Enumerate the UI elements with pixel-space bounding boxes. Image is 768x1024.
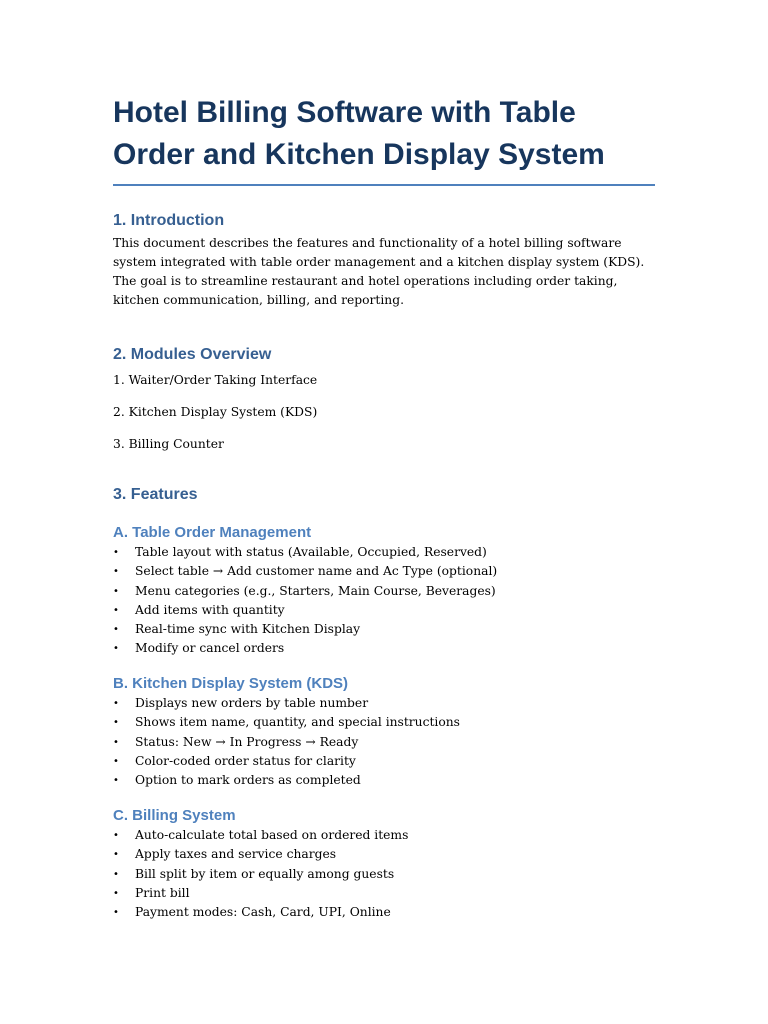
- list-item-text: Real-time sync with Kitchen Display: [135, 622, 361, 637]
- bullet-icon: •: [113, 643, 119, 655]
- list-item: [113, 620, 655, 639]
- list-item: [113, 694, 655, 713]
- kds-heading: B. Kitchen Display System (KDS): [113, 675, 349, 692]
- bullet-icon: •: [113, 604, 119, 616]
- document-title: Hotel Billing Software with Table Order and Kitchen Display System: [113, 92, 655, 186]
- bullet-icon: •: [113, 868, 119, 880]
- table-order-subsection: [113, 524, 655, 659]
- features-section: [113, 486, 655, 504]
- list-item: [113, 865, 655, 884]
- list-item-text: Option to mark orders as completed: [135, 773, 361, 788]
- features-heading: 3. Features: [113, 486, 198, 503]
- bullet-icon: •: [113, 830, 119, 841]
- document-page: [113, 92, 655, 920]
- list-item-text: Modify or cancel orders: [135, 641, 285, 656]
- list-item-text: Status: New → In Progress → Ready: [135, 734, 359, 749]
- bullet-icon: •: [113, 849, 119, 861]
- list-item-text: Apply taxes and service charges: [135, 847, 337, 862]
- bullet-icon: •: [113, 907, 119, 919]
- bullet-icon: •: [113, 736, 119, 748]
- list-item-text: Payment modes: Cash, Card, UPI, Online: [135, 905, 391, 920]
- introduction-heading: 1. Introduction: [113, 212, 225, 229]
- list-item: [113, 582, 655, 601]
- billing-subsection: [113, 807, 655, 922]
- list-item-text: Select table → Add customer name and Ac Type (optional): [135, 564, 498, 579]
- modules-heading: 2. Modules Overview: [113, 346, 272, 363]
- billing-heading: C. Billing System: [113, 807, 236, 824]
- module-item: 2. Kitchen Display System (KDS): [113, 405, 318, 419]
- introduction-section: [113, 212, 655, 310]
- bullet-icon: •: [113, 698, 119, 709]
- kds-list: [113, 694, 655, 790]
- bullet-icon: •: [113, 717, 119, 729]
- list-item: [113, 601, 655, 620]
- list-item: [113, 845, 655, 864]
- list-item-text: Add items with quantity: [135, 602, 285, 617]
- list-item-text: Color-coded order status for clarity: [135, 753, 356, 768]
- list-item: [113, 639, 655, 658]
- list-item-text: Table layout with status (Available, Occupied, Reserved): [135, 545, 487, 559]
- bullet-icon: •: [113, 755, 119, 767]
- table-order-list: [113, 543, 655, 659]
- list-item-text: Auto-calculate total based on ordered items: [135, 828, 409, 842]
- introduction-paragraph: This document describes the features and functionality of a hotel billing software system integrated with table order management and a kitchen display system (KDS). The goal is to streamline restaurant and hotel operations including order taking, kitchen communication, billing, and reporting.: [113, 236, 645, 307]
- billing-list: [113, 826, 655, 922]
- list-item: [113, 562, 655, 581]
- list-item-text: Menu categories (e.g., Starters, Main Course, Beverages): [135, 583, 496, 598]
- modules-section: [113, 346, 655, 451]
- bullet-icon: •: [113, 887, 119, 899]
- module-item: 1. Waiter/Order Taking Interface: [113, 373, 318, 387]
- bullet-icon: •: [113, 547, 119, 558]
- kds-subsection: [113, 675, 655, 790]
- bullet-icon: •: [113, 775, 119, 787]
- list-item: [113, 884, 655, 903]
- list-item: [113, 543, 655, 562]
- list-item: [113, 771, 655, 790]
- bullet-icon: •: [113, 585, 119, 597]
- list-item-text: Print bill: [135, 885, 190, 900]
- module-item: 3. Billing Counter: [113, 437, 224, 451]
- list-item: [113, 713, 655, 732]
- list-item-text: Bill split by item or equally among guests: [135, 866, 395, 881]
- list-item: [113, 903, 655, 922]
- bullet-icon: •: [113, 624, 119, 636]
- list-item-text: Shows item name, quantity, and special instructions: [135, 715, 460, 730]
- list-item: [113, 826, 655, 845]
- list-item: [113, 752, 655, 771]
- bullet-icon: •: [113, 566, 119, 578]
- list-item-text: Displays new orders by table number: [135, 696, 369, 710]
- table-order-heading: A. Table Order Management: [113, 524, 312, 541]
- list-item: [113, 733, 655, 752]
